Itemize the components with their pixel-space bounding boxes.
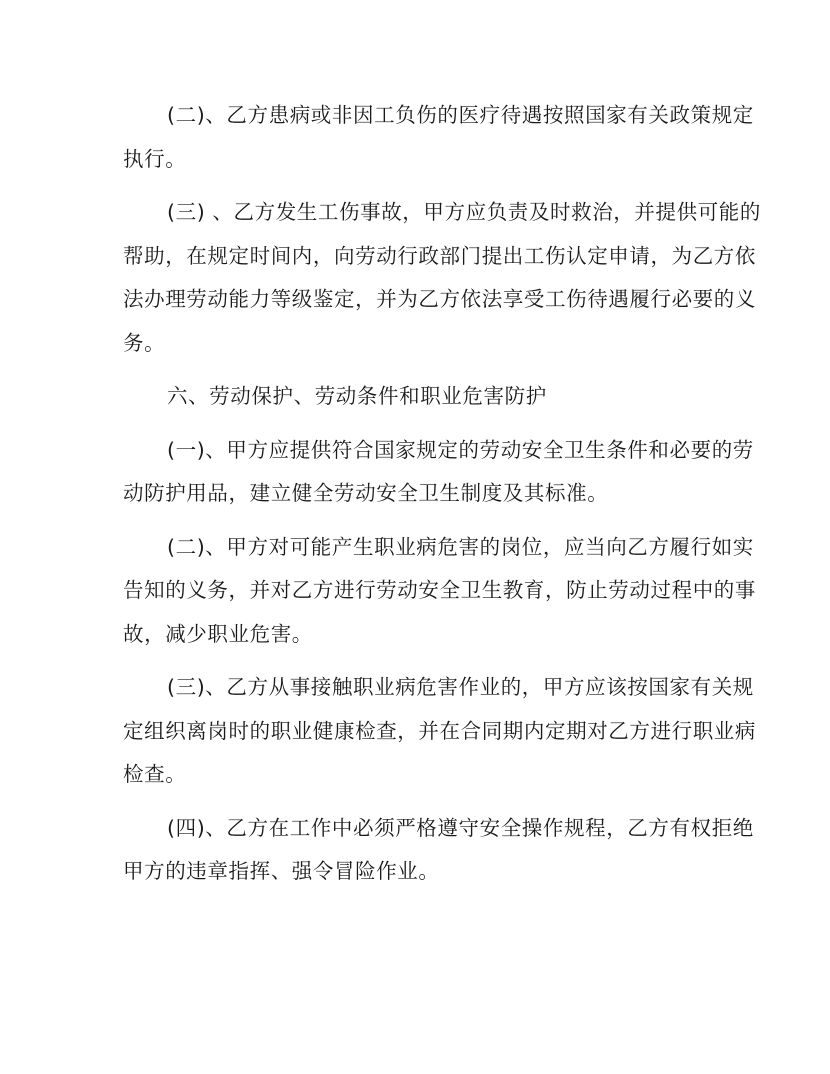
text-line: 定组织离岗时的职业健康检查，并在合同期内定期对乙方进行职业病 bbox=[123, 718, 756, 743]
paragraph-health-check bbox=[123, 666, 756, 797]
paragraph-safety-rules bbox=[123, 807, 754, 894]
paragraph-work-injury bbox=[123, 191, 762, 365]
paragraph-medical-treatment bbox=[123, 94, 754, 181]
text-line: 务。 bbox=[123, 330, 166, 355]
section-heading: 六、劳动保护、劳动条件和职业危害防护 bbox=[167, 384, 547, 408]
text-line: (三)、乙方从事接触职业病危害作业的，甲方应该按国家有关规 bbox=[167, 675, 754, 699]
text-line: 告知的义务，并对乙方进行劳动安全卫生教育，防止劳动过程中的事 bbox=[123, 578, 756, 602]
text-line: (二)、乙方患病或非因工负伤的医疗待遇按照国家有关政策规定 bbox=[167, 103, 754, 127]
document-page bbox=[123, 94, 762, 904]
text-line: (一)、甲方应提供符合国家规定的劳动安全卫生条件和必要的劳 bbox=[167, 437, 754, 462]
text-line: 故，减少职业危害。 bbox=[123, 621, 313, 646]
text-line: 检查。 bbox=[123, 762, 187, 786]
text-line: (四)、乙方在工作中必须严格遵守安全操作规程，乙方有权拒绝 bbox=[167, 815, 754, 840]
text-line: 动防护用品，建立健全劳动安全卫生制度及其标准。 bbox=[123, 481, 609, 505]
text-line: 法办理劳动能力等级鉴定，并为乙方依法享受工伤待遇履行必要的义 bbox=[123, 287, 756, 311]
text-line: (三) 、乙方发生工伤事故，甲方应负责及时救治，并提供可能的 bbox=[167, 200, 762, 224]
text-line: 执行。 bbox=[123, 146, 187, 171]
text-line: 甲方的违章指挥、强令冒险作业。 bbox=[123, 859, 440, 883]
text-line: 帮助，在规定时间内，向劳动行政部门提出工伤认定申请，为乙方依 bbox=[123, 243, 756, 268]
paragraph-hazard-notice bbox=[123, 526, 756, 657]
paragraph-safety-conditions bbox=[123, 429, 754, 516]
text-line: (二)、甲方对可能产生职业病危害的岗位，应当向乙方履行如实 bbox=[167, 534, 754, 559]
section-heading-labor-protection bbox=[123, 375, 723, 419]
